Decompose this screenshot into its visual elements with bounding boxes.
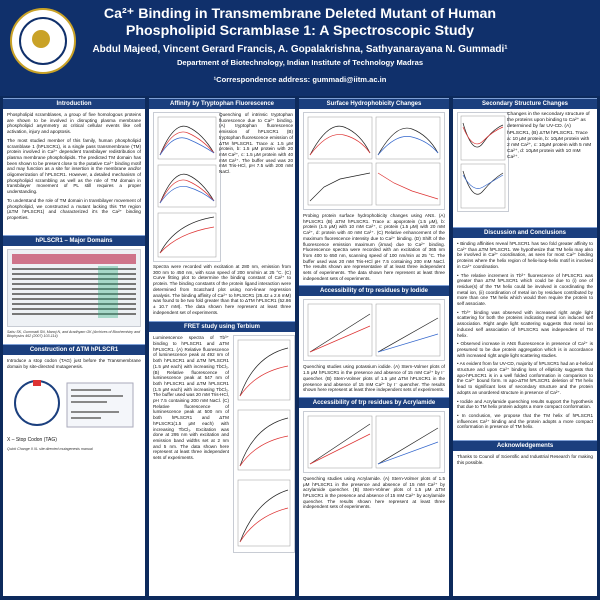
fret-figure <box>233 335 295 553</box>
mutagenesis-kit-note: Quick Change II XL site directed mutagenesis manual <box>7 446 93 451</box>
iodide-text: Quenching studies using potassium iodide. (A) Stern-Volmer plots of 1.5 μM hPLSCR1 in the presence and absence of 15 mM Ca²⁺ by I⁻ quencher. (B) Stern-Volmer plots of 1.5 μM ΔTM hPLSCR1 in the presence and absence of 15 mM Ca²⁺ by I⁻ quencher. The results shown here represent at least three independent sets of experiments. <box>303 364 445 393</box>
fret-heading: FRET study using Terbium <box>149 321 295 332</box>
construction-text: Introduce a stop codon (TAG) just before the Transmembrane domain by site-directed mutagenesis. <box>7 358 141 370</box>
hydrophobicity-figure <box>303 112 445 210</box>
domains-heading: hPLSCR1 – Major Domains <box>3 235 145 246</box>
intro-paragraph-3: To understand the role of TM domain in transbilayer movement of phospholipid, we constructed a mutant lacking this TM region (ΔTM hPLSCR1) and characterized it's the Ca²⁺ binding properties. <box>7 197 141 220</box>
affinity-main-text: Spectra were recorded with excitation at 280 nm, emission from 300 nm to 450 nm, with scan speed of 200 nm/min at 25 °C. (C) Curve fitting plot to determine the binding constant of Ca²⁺ to protein. The binding constants of the protein ligand interaction were determined from Scatchard plot using non-linear regression analysis. The binding affinity of Ca²⁺ to hPLSCR1 (25.42 ± 2.6 mM) was found to be two fold greater than that to ΔTM hPLSCR1 (52.86 ± 10.7 mM). The data shown here represent at least three independent set of experiments. <box>153 264 291 315</box>
discussion-bullet: • In conclusion, we propose that the TM helix of hPLSCR1 influences Ca²⁺ binding and the protein adopts a more compact conformation in presence of TM helix. <box>457 412 593 430</box>
hydrophobicity-heading: Surface Hydrophobicity Changes <box>299 98 449 109</box>
discussion-heading: Discussion and Conclusions <box>453 227 597 238</box>
author-list: Abdul Majeed, Vincent Gerard Francis, A. Gopalakrishna, Sathyanarayana N. Gummadi¹ <box>92 44 508 55</box>
acknowledgements-text: Thanks to Council of Scientific and Industrial Research for making this possible. <box>457 454 593 465</box>
iodide-heading: Accessibility of trp residues by Iodide <box>299 285 449 296</box>
hydrophobicity-text: Probing protein surface hydrophobicity changes using ANS. (A) hPLSCR1 (B) ΔTM hPLSCR1. Trace a: apoprotein (1.5 μM), b: protein (1.5 μM) with 10 mM Ca²⁺, c: protein (1.5 μM) with 20 mM Ca²⁺, d: protein with 40 mM Ca²⁺. (C) Relative enhancement of the maximum fluorescence intensity due to Ca²⁺ binding. (D) Shift of the fluorescence emission maximum (λmax) due to Ca²⁺ binding. Fluorescence spectra were recorded with an excitation of 365 nm from 400 to 650 nm, scanning speed of 100 nm/min at 25 °C. The buffer used was 20 mM Tris-HCl pH 7.5 containing 200 mM NaCl. The results shown are representative of at least three independent sets of experiments. The data shown here represent at least three independent sets of experiments. <box>303 213 445 281</box>
introduction-heading: Introduction <box>3 98 145 109</box>
column-4 <box>453 98 597 596</box>
discussion-bullet: • Iodide and Acrylamide quenching results support the hypothesis that due to TM helix protein adopts a more compact conformation. <box>457 398 593 410</box>
column-2 <box>149 98 295 596</box>
department: Department of Biotechnology, Indian Institute of Technology Madras <box>176 58 424 67</box>
acrylamide-heading: Accessibility of trp residues by Acrylamide <box>299 397 449 408</box>
column-1 <box>3 98 145 596</box>
affinity-heading: Affinity by Tryptophan Fluorescence <box>149 98 295 109</box>
column-3 <box>299 98 449 596</box>
stop-codon-label: X – Stop Codon (TAG) <box>7 436 57 443</box>
affinity-side-text: Quenching of intrinsic tryptophan fluorescence due to Ca²⁺ binding. (A) tryptophan fluorescence emission of hPLSCR1 (B) tryptophan fluorescence emission of ΔTM hPLSCR1. Trace a: 1.5 μM protein, b: 1.5 μM protein with 20 mM Ca²⁺, c: 1.5 μM protein with 40 mM Ca²⁺. The buffer used was 20 mM Tris-HCl, pH 7.5 with 200 mM NaCl. <box>219 112 293 175</box>
domain-alignment-graphic <box>8 250 140 326</box>
acknowledgements-heading: Acknowledgements <box>453 440 597 451</box>
acrylamide-figure <box>303 411 445 473</box>
correspondence: ¹Correspondence address: gummadi@iitm.ac.in <box>213 75 387 84</box>
discussion-bullet: • Observed increase in ANS fluorescence in presence of Ca²⁺ is presumed to be due protein aggregation which is in accordance with increased right angle light scattering studies. <box>457 341 593 358</box>
discussion-bullet: • Binding affinities reveal hPLSCR1 has two fold greater affinity to Ca²⁺ than ΔTM hPLSCR1. We hypothesize that TM helix may also be involved in Ca²⁺ coordination, as seen for most Ca²⁺ binding proteins where the helix region of helix-loop-helix motif is involved in Ca²⁺ coordination. <box>457 241 593 269</box>
discussion-bullet: • The relative increment in Tb³⁺ fluorescence of hPLSCR1 was greater than ΔTM hPLSCR1 which could be due to (i) one of residue(s) of the TM helix could be involved in coordinating the metal ion, (ii) coordination of metal ion by residues contributed by more than one TM helix which would then require the protein to self associate. <box>457 272 593 307</box>
intro-paragraph-2: The most studied member of this family, human phospholipid scramblase 1 (hPLSCR1), is a single pass transmembrane (TM) protein involved in Ca²⁺ dependent transbilayer redistribution of plasma membrane phospholipids. The predicted TM domain has been shown to be present close to the putative Ca²⁺ binding motif and may function as a site for insertion in the membrane and/or oligomerization of hPLSCR1. However, a detailed mechanism of phospholipid scrambling as well as the role of TM domain in transbilayer movement of PL still requires a proper understanding. <box>7 137 141 195</box>
acrylamide-text: Quenching studies using Acrylamide. (A) Stern-Volmer plots of 1.5 μM hPLSCR1 in the presence and absence of 15 mM Ca²⁺ by acrylamide quencher. (B) Stern-Volmer plots of 1.5 μM ΔTM hPLSCR1 in the presence and absence of 15 mM Ca²⁺ by acrylamide quencher. The results shown here represent at least three independent sets of experiments. <box>303 475 445 510</box>
cd-spectra-figure <box>457 112 509 212</box>
discussion-bullet: • As evident from far UV-CD, majority of hPLSCR1 had an α-helical structure and upon Ca²⁺ binding loss of ellipticity suggests that apo-hPLSCR1 is in a well folded conformation in comparison to the Ca²⁺ bound form. In apo-ΔTM hPLSCR1 deletion of TM helix lead to significant loss of secondary structure and the protein adopts an unordered structure in presence of Ca²⁺. <box>457 361 594 395</box>
poster-title: Ca²⁺ Binding in Transmembrane Deleted Mutant of Human Phospholipid Scramblase 1: A Spectroscopic Study <box>103 6 497 39</box>
construction-heading: Construction of ΔTM hPLSCR1 <box>3 344 145 355</box>
domains-figure <box>7 249 141 327</box>
construction-diagram <box>7 373 141 435</box>
secondary-structure-text: Changes in the secondary structure of the proteins upon binding to Ca²⁺ as determined by far UV-CD. (A) hPLSCR1, (B) ΔTM hPLSCR1. Trace a: 10 μM protein, b: 10μM protein with 2 mM Ca²⁺, c: 10μM protein with 5 mM Ca²⁺, d: 10μM protein with 10 mM Ca²⁺. <box>507 112 592 161</box>
iodide-figure <box>303 299 445 361</box>
fret-text: Luminescence spectra of Tb³⁺ binding to hPLSCR1 and ΔTM hPLSCR1. (A) Relative fluorescence of luminescence peak at 492 nm of both hPLSCR1 and ΔTM hPLSCR1 (1.5 μM each) with increasing TbCl₃. (B) Relative fluorescence of luminescence peak at 547 nm of both hPLSCR1 and ΔTM hPLSCR1 (1.5 μM each) with increasing TbCl₃. The buffer used was 20 mM Tris-HCl, pH 7.5 containing 200 mM NaCl. (C) Relative fluorescence of luminescence peak at 500 nm of both hPLSCR1 and ΔTM hPLSCR1(1.5 μM each) with increasing TbCl₃. Excitation was done at 295 nm with excitation and emission band widths set at 2 nm and 5 nm. The data shown here represent at least three independent sets of experiments. <box>153 335 229 461</box>
domains-citation: Sahu SK, Gummadi SN, Manoj N, and Aradhyam GK (Archives of Biochemistry and Biophysics 462 (2007) 103-114) <box>7 329 141 339</box>
intro-paragraph-1: Phospholipid scramblases, a group of five homologous proteins are shown to be involved in disrupting plasma membrane phospholipid asymmetry at critical cellular events like cell activation, injury and apoptosis. <box>7 112 141 135</box>
affinity-spectra-figure <box>153 112 221 262</box>
poster-header <box>0 0 600 96</box>
discussion-bullet: • Tb³⁺ binding was observed with increased right angle light scattering for both the proteins indicating metal ion induced self association. Right angle light scattering suggests that metal ion induced self association of hPLSCR1 was independent of TM helix. <box>457 309 593 338</box>
secondary-structure-heading: Secondary Structure Changes <box>453 98 597 109</box>
